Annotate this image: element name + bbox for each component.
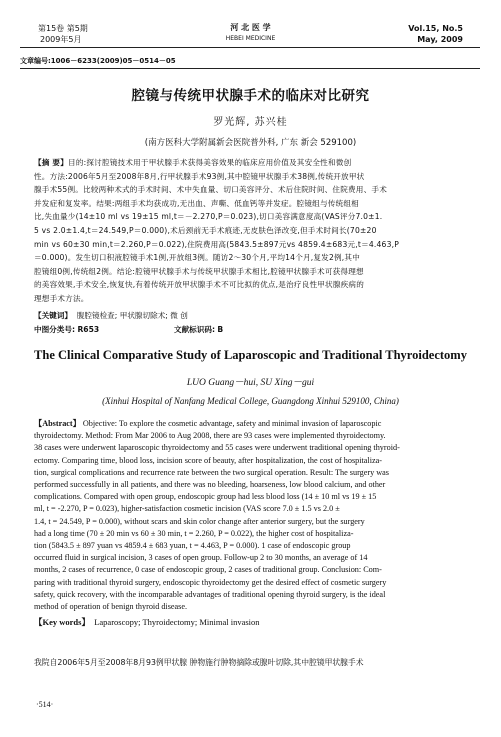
abstract-en-label: 【Abstract】 [34, 419, 81, 428]
abstract-en: 【Abstract】 Objective: To explore the cosmetic advantage, safety and minimal invasion of laparoscopic thyroidectomy. Method: From Mar 2006 to Aug 2008, there are 93 cases were implemented thyroidectomy. 38 cases were underwent laparoscopic thyroidectomy and 55 cases were underwent traditional opening thyroid- ectomy. Comparing time, blood loss, incision score of beauty, after hospitalization, the cost of hospitaliza- tion, surgical complications and recurrence rate between the two surgical operation. Result: The surgery was performed successfully in all patients, and there was no bleeding, hoarseness, low blood calcium, and other complications. Compared with open group, endoscopic group had less blood loss (14 ± 10 ml vs 19 ± 15 ml, t = -2.270, P = 0.023), higher-satisfaction cosmetic incision (VAS score 7.0 ± 1.5 vs 2.0 ± 1.4, t = 24.549, P = 0.000), without scars and skin color change after anterior surgery, but the surgery had a long time (70 ± 20 min vs 60 ± 30 min, t = 2.260, P = 0.022), the higher cost of hospitaliza- tion (5843.5 ± 897 yuan vs 4859.4 ± 683 yuan, t = 4.463, P = 0.000). 1 case of endoscopic group occurred fluid in surgical incision, 3 cases of open group. Follow-up 2 to 30 months, an average of 14 months, 2 cases of recurrence, 0 case of endoscopic group, 2 cases of traditional group. Conclusion: Com- paring with traditional thyroid surgery, endoscopic thyroidectomy get the desired effect of cosmetic surgery safety, quick recovery, with the incomparable advantages of traditional opening thyroid surgery, is the ideal method of operation of benign thyroid disease. [34, 419, 400, 612]
volume-issue-cn: 第15卷 第5期 [38, 24, 88, 33]
body-first-line: 我院自2006年5月至2008年8月93例甲状腺 肿物施行肿物摘除或腺叶切除,其中腔镜甲状腺手术 [34, 658, 364, 667]
authors-en: LUO Guang－hui, SU Xing－gui [186, 378, 315, 388]
affiliation-cn: (南方医科大学附属新会医院普外科, 广东 新会 529100) [144, 138, 357, 148]
authors-cn: 罗光辉, 苏兴桂 [213, 117, 288, 128]
date-en: May, 2009 [417, 35, 463, 44]
keywords-cn: 【关键词】 腹腔镜检查; 甲状腺切除术; 微 创 [34, 311, 188, 320]
page-number: ·514· [36, 700, 54, 709]
keywords-en: 【Key words】 Laparoscopy; Thyroidectomy; Minimal invasion [34, 617, 260, 627]
title-en: The Clinical Comparative Study of Laparoscopic and Traditional Thyroidectomy [34, 348, 467, 362]
journal-name-en: HEBEI MEDICINE [225, 35, 276, 42]
header-rule [20, 47, 480, 48]
classification-cn: 中图分类号: R653 文献标识码: B [34, 325, 224, 334]
title-cn: 腔镜与传统甲状腺手术的临床对比研究 [131, 88, 370, 104]
article-number: 文章编号:1006－6233(2009)05－0514－05 [20, 57, 176, 65]
abstract-cn-label: 【摘 要】 [34, 158, 69, 167]
article-rule [20, 68, 480, 69]
date-cn: 2009年5月 [40, 35, 82, 44]
affiliation-en: (Xinhui Hospital of Nanfang Medical College, Guangdong Xinhui 529100, China) [102, 396, 399, 406]
journal-name-cn: 河 北 医 学 [230, 23, 271, 32]
volume-issue-en: Vol.15, No.5 [408, 24, 463, 33]
abstract-cn: 【摘 要】目的:探讨腔镜技术用于甲状腺手术获得美容效果的临床应用价值及其安全性和微创 性。方法:2006年5月至2008年8月,行甲状腺手术93例,其中腔镜甲状腺手术38例,传统开放甲状 腺手术55例。比较两种术式的手术时间、术中失血量、切口美容评分、术后住院时间、住院费用、手术 并发症和复发率。结果:两组手术均获成功,无出血、声嘶、低血钙等并发症。腔镜组与传统组相 比,失血量少(14±10 ml vs 19±15 ml,t＝－2.270,P＝0.023),切口美容满意度高(VAS评分7.0±1. 5 vs 2.0±1.4,t＝24.549,P＝0.000),术后颈前无手术痕迹,无皮肤色泽改变,但手术时间长(70±20 min vs 60±30 min,t＝2.260,P＝0.022),住院费用高(5843.5±897元vs 4859.4±683元,t＝4.463,P ＝0.000)。发生切口积液腔镜手术1例,开放组3例。随访2～30个月,平均14个月,复发2例,其中 腔镜组0例,传统组2例。结论:腔镜甲状腺手术与传统甲状腺手术相比,腔镜甲状腺手术可获得理想 的美容效果,手术安全,恢复快,有着传统开放甲状腺手术不可比拟的优点,是治疗良性甲状腺疾病的 理想手术方法。 [34, 158, 400, 303]
